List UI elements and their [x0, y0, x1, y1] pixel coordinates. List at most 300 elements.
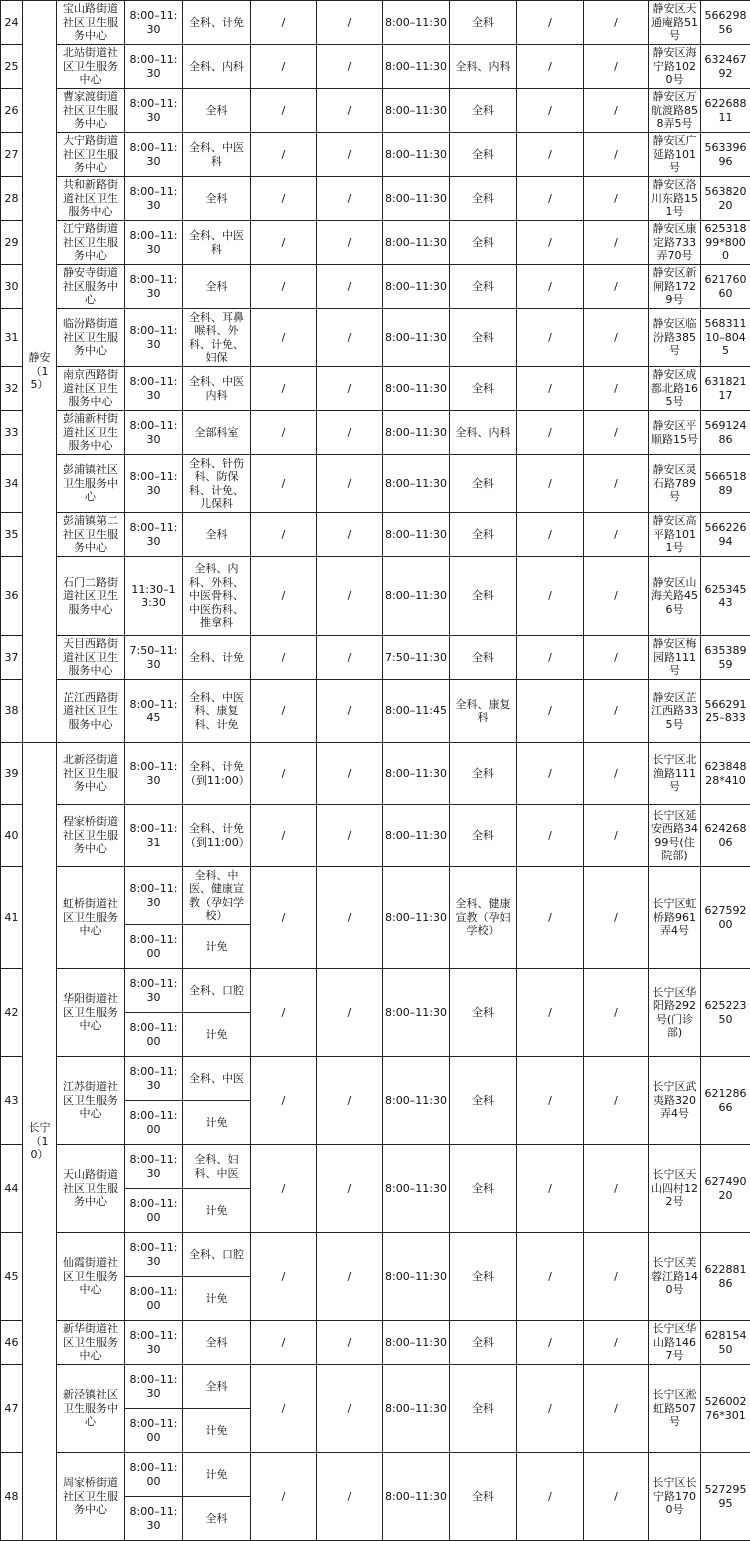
slash-cell: /	[517, 133, 584, 177]
row-number: 30	[1, 265, 23, 309]
slash-cell: /	[517, 636, 584, 680]
phone-cell: 62288186	[701, 1233, 750, 1321]
slash-cell: /	[317, 133, 383, 177]
phone-cell: 62522350	[701, 969, 750, 1057]
district-cell: 长宁（10）	[23, 743, 57, 1541]
am-department: 全科、计免（到11:00）	[183, 805, 251, 867]
slash-cell: /	[517, 367, 584, 411]
am-time: 8:00–11:30	[125, 1057, 183, 1101]
slash-cell: /	[251, 680, 317, 743]
table-body	[1, 1, 750, 1541]
am-department: 全科、内科	[183, 45, 251, 89]
pm-time: 8:00–11:45	[383, 680, 450, 743]
address-cell: 静安区芷江西路335号	[649, 680, 701, 743]
table-row	[1, 1145, 750, 1189]
pm-time: 8:00–11:30	[383, 969, 450, 1057]
slash-cell: /	[584, 89, 649, 133]
address-cell: 静安区康定路733弄70号	[649, 221, 701, 265]
center-name: 彭浦镇社区卫生服务中心	[57, 455, 125, 513]
center-name: 江宁路街道社区卫生服务中心	[57, 221, 125, 265]
table-row	[1, 309, 750, 367]
slash-cell: /	[251, 221, 317, 265]
address-cell: 静安区万航渡路858弄5号	[649, 89, 701, 133]
am-time: 8:00–11:30	[125, 1321, 183, 1365]
table-row	[1, 1, 750, 45]
pm-department: 全科、康复科	[450, 680, 517, 743]
am-time: 8:00–11:30	[125, 367, 183, 411]
am-time: 8:00–11:00	[125, 1101, 183, 1145]
slash-cell: /	[317, 309, 383, 367]
row-number: 29	[1, 221, 23, 265]
table-row	[1, 557, 750, 636]
phone-cell: 62128666	[701, 1057, 750, 1145]
am-department: 全科、中医、健康宣教（孕妇学校）	[183, 867, 251, 925]
pm-department: 全科	[450, 221, 517, 265]
slash-cell: /	[517, 1233, 584, 1321]
center-name: 江苏街道社区卫生服务中心	[57, 1057, 125, 1145]
pm-department: 全科	[450, 89, 517, 133]
pm-time: 8:00–11:30	[383, 1145, 450, 1233]
slash-cell: /	[584, 743, 649, 805]
slash-cell: /	[517, 89, 584, 133]
slash-cell: /	[517, 1321, 584, 1365]
slash-cell: /	[317, 455, 383, 513]
phone-cell: 56622694	[701, 513, 750, 557]
am-department: 全科、中医科	[183, 221, 251, 265]
row-number: 25	[1, 45, 23, 89]
phone-cell: 63538959	[701, 636, 750, 680]
address-cell: 长宁区北渔路111号	[649, 743, 701, 805]
slash-cell: /	[317, 1233, 383, 1321]
slash-cell: /	[317, 1, 383, 45]
center-name: 曹家渡街道社区卫生服务中心	[57, 89, 125, 133]
center-name: 新华街道社区卫生服务中心	[57, 1321, 125, 1365]
phone-cell: 56629856	[701, 1, 750, 45]
slash-cell: /	[251, 867, 317, 969]
am-department: 全科、口腔	[183, 1233, 251, 1277]
slash-cell: /	[584, 1321, 649, 1365]
center-name: 彭浦镇第二社区卫生服务中心	[57, 513, 125, 557]
slash-cell: /	[317, 1145, 383, 1233]
am-department: 全科	[183, 1365, 251, 1409]
slash-cell: /	[251, 636, 317, 680]
am-department: 全科、计免（到11:00）	[183, 743, 251, 805]
slash-cell: /	[251, 89, 317, 133]
table-row	[1, 513, 750, 557]
am-time: 8:00–11:30	[125, 969, 183, 1013]
address-cell: 长宁区华阳路292号(门诊部)	[649, 969, 701, 1057]
am-time: 8:00–11:30	[125, 89, 183, 133]
center-name: 静安寺街道社区服务中心	[57, 265, 125, 309]
slash-cell: /	[517, 455, 584, 513]
slash-cell: /	[584, 177, 649, 221]
am-time: 8:00–11:30	[125, 1145, 183, 1189]
slash-cell: /	[584, 1233, 649, 1321]
center-name: 宝山路街道社区卫生服务中心	[57, 1, 125, 45]
pm-department: 全科	[450, 1365, 517, 1453]
pm-time: 8:00–11:30	[383, 557, 450, 636]
row-number: 46	[1, 1321, 23, 1365]
pm-time: 8:00–11:30	[383, 1321, 450, 1365]
slash-cell: /	[517, 221, 584, 265]
table-row	[1, 680, 750, 743]
am-department: 计免	[183, 1277, 251, 1321]
slash-cell: /	[251, 1365, 317, 1453]
am-department: 全科、妇科、中医	[183, 1145, 251, 1189]
center-name: 周家桥街道社区卫生服务中心	[57, 1453, 125, 1541]
slash-cell: /	[317, 1321, 383, 1365]
pm-department: 全科	[450, 455, 517, 513]
slash-cell: /	[517, 867, 584, 969]
row-number: 37	[1, 636, 23, 680]
address-cell: 长宁区淞虹路507号	[649, 1365, 701, 1453]
slash-cell: /	[317, 636, 383, 680]
table-row	[1, 367, 750, 411]
center-name: 北站街道社区卫生服务中心	[57, 45, 125, 89]
slash-cell: /	[584, 636, 649, 680]
slash-cell: /	[317, 221, 383, 265]
row-number: 45	[1, 1233, 23, 1321]
slash-cell: /	[517, 1453, 584, 1541]
center-name: 大宁路街道社区卫生服务中心	[57, 133, 125, 177]
slash-cell: /	[317, 969, 383, 1057]
phone-cell: 56912486	[701, 411, 750, 455]
slash-cell: /	[517, 805, 584, 867]
am-time: 8:00–11:30	[125, 1497, 183, 1541]
am-department: 全科、针伤科、防保科、计免、儿保科	[183, 455, 251, 513]
slash-cell: /	[317, 177, 383, 221]
slash-cell: /	[517, 45, 584, 89]
phone-cell: 62426806	[701, 805, 750, 867]
pm-department: 全科、内科	[450, 411, 517, 455]
phone-cell: 56651889	[701, 455, 750, 513]
slash-cell: /	[251, 367, 317, 411]
district-cell: 静安（15）	[23, 1, 57, 743]
row-number: 42	[1, 969, 23, 1057]
slash-cell: /	[251, 513, 317, 557]
slash-cell: /	[251, 1057, 317, 1145]
slash-cell: /	[251, 743, 317, 805]
slash-cell: /	[317, 367, 383, 411]
pm-time: 8:00–11:30	[383, 265, 450, 309]
am-department: 全科、计免	[183, 636, 251, 680]
slash-cell: /	[251, 1145, 317, 1233]
phone-cell: 62531899*8000	[701, 221, 750, 265]
pm-time: 8:00–11:30	[383, 309, 450, 367]
center-name: 仙霞街道社区卫生服务中心	[57, 1233, 125, 1321]
am-time: 8:00–11:45	[125, 680, 183, 743]
am-department: 全科、中医科、康复科、计免	[183, 680, 251, 743]
slash-cell: /	[251, 557, 317, 636]
center-name: 共和新路街道社区卫生服务中心	[57, 177, 125, 221]
row-number: 27	[1, 133, 23, 177]
row-number: 36	[1, 557, 23, 636]
slash-cell: /	[317, 1453, 383, 1541]
am-time: 8:00–11:30	[125, 411, 183, 455]
slash-cell: /	[251, 969, 317, 1057]
table-row	[1, 743, 750, 805]
pm-department: 全科	[450, 1453, 517, 1541]
table-row	[1, 1453, 750, 1497]
address-cell: 静安区山海关路456号	[649, 557, 701, 636]
address-cell: 静安区平顺路15号	[649, 411, 701, 455]
address-cell: 静安区洛川东路151号	[649, 177, 701, 221]
slash-cell: /	[517, 1057, 584, 1145]
am-time: 8:00–11:00	[125, 1453, 183, 1497]
am-time: 8:00–11:00	[125, 1409, 183, 1453]
am-time: 8:00–11:30	[125, 867, 183, 925]
am-time: 8:00–11:30	[125, 133, 183, 177]
pm-time: 8:00–11:30	[383, 1057, 450, 1145]
slash-cell: /	[517, 309, 584, 367]
phone-cell: 62384828*410	[701, 743, 750, 805]
am-time: 8:00–11:31	[125, 805, 183, 867]
slash-cell: /	[317, 680, 383, 743]
phone-cell: 52600276*301	[701, 1365, 750, 1453]
slash-cell: /	[584, 309, 649, 367]
table-row	[1, 969, 750, 1013]
table-row	[1, 265, 750, 309]
slash-cell: /	[251, 45, 317, 89]
slash-cell: /	[584, 1145, 649, 1233]
pm-department: 全科	[450, 743, 517, 805]
slash-cell: /	[251, 411, 317, 455]
pm-time: 8:00–11:30	[383, 805, 450, 867]
am-department: 计免	[183, 1189, 251, 1233]
am-department: 全科、计免	[183, 1, 251, 45]
slash-cell: /	[517, 557, 584, 636]
slash-cell: /	[584, 265, 649, 309]
pm-time: 8:00–11:30	[383, 133, 450, 177]
phone-cell: 63182117	[701, 367, 750, 411]
slash-cell: /	[517, 969, 584, 1057]
pm-department: 全科	[450, 309, 517, 367]
row-number: 47	[1, 1365, 23, 1453]
phone-cell: 56831110–8045	[701, 309, 750, 367]
pm-time: 8:00–11:30	[383, 177, 450, 221]
slash-cell: /	[517, 1145, 584, 1233]
slash-cell: /	[584, 680, 649, 743]
address-cell: 长宁区长宁路1700号	[649, 1453, 701, 1541]
phone-cell: 56629125–833	[701, 680, 750, 743]
slash-cell: /	[584, 411, 649, 455]
slash-cell: /	[317, 1365, 383, 1453]
phone-cell: 62268811	[701, 89, 750, 133]
am-department: 全科、中医	[183, 1057, 251, 1101]
slash-cell: /	[517, 177, 584, 221]
table-row	[1, 1321, 750, 1365]
address-cell: 静安区广延路101号	[649, 133, 701, 177]
pm-department: 全科	[450, 969, 517, 1057]
center-name: 芷江西路街道社区卫生服务中心	[57, 680, 125, 743]
slash-cell: /	[584, 805, 649, 867]
pm-department: 全科	[450, 133, 517, 177]
am-time: 8:00–11:00	[125, 1277, 183, 1321]
slash-cell: /	[251, 805, 317, 867]
slash-cell: /	[317, 89, 383, 133]
row-number: 43	[1, 1057, 23, 1145]
phone-cell: 62815450	[701, 1321, 750, 1365]
address-cell: 长宁区虹桥路961弄4号	[649, 867, 701, 969]
center-name: 程家桥街道社区卫生服务中心	[57, 805, 125, 867]
address-cell: 长宁区天山四村122号	[649, 1145, 701, 1233]
slash-cell: /	[317, 265, 383, 309]
address-cell: 长宁区华山路1467号	[649, 1321, 701, 1365]
pm-department: 全科	[450, 557, 517, 636]
center-name: 北新泾街道社区卫生服务中心	[57, 743, 125, 805]
am-time: 8:00–11:30	[125, 45, 183, 89]
center-name: 天目西路街道社区卫生服务中心	[57, 636, 125, 680]
pm-time: 8:00–11:30	[383, 1233, 450, 1321]
am-time: 7:50–11:30	[125, 636, 183, 680]
table-row	[1, 1233, 750, 1277]
slash-cell: /	[517, 1365, 584, 1453]
row-number: 28	[1, 177, 23, 221]
table-row	[1, 636, 750, 680]
phone-cell: 56339696	[701, 133, 750, 177]
slash-cell: /	[584, 1453, 649, 1541]
address-cell: 长宁区武夷路320弄4号	[649, 1057, 701, 1145]
am-department: 计免	[183, 1013, 251, 1057]
slash-cell: /	[584, 455, 649, 513]
phone-cell: 62176060	[701, 265, 750, 309]
pm-department: 全科、健康宣教（孕妇学校）	[450, 867, 517, 969]
address-cell: 静安区高平路1011号	[649, 513, 701, 557]
center-name: 临汾路街道社区卫生服务中心	[57, 309, 125, 367]
slash-cell: /	[251, 265, 317, 309]
table-row	[1, 455, 750, 513]
slash-cell: /	[584, 1057, 649, 1145]
table-row	[1, 133, 750, 177]
slash-cell: /	[517, 1, 584, 45]
pm-department: 全科	[450, 513, 517, 557]
row-number: 32	[1, 367, 23, 411]
slash-cell: /	[317, 1057, 383, 1145]
slash-cell: /	[584, 557, 649, 636]
address-cell: 静安区天通庵路51号	[649, 1, 701, 45]
slash-cell: /	[251, 455, 317, 513]
am-time: 8:00–11:30	[125, 743, 183, 805]
slash-cell: /	[251, 309, 317, 367]
am-time: 8:00–11:30	[125, 1233, 183, 1277]
center-name: 天山路街道社区卫生服务中心	[57, 1145, 125, 1233]
pm-time: 8:00–11:30	[383, 411, 450, 455]
center-name: 华阳街道社区卫生服务中心	[57, 969, 125, 1057]
row-number: 31	[1, 309, 23, 367]
pm-department: 全科	[450, 1057, 517, 1145]
am-department: 计免	[183, 1453, 251, 1497]
phone-cell: 62749020	[701, 1145, 750, 1233]
pm-time: 8:00–11:30	[383, 1453, 450, 1541]
pm-time: 8:00–11:30	[383, 45, 450, 89]
center-name: 虹桥街道社区卫生服务中心	[57, 867, 125, 969]
pm-department: 全科	[450, 265, 517, 309]
table-row	[1, 805, 750, 867]
address-cell: 静安区成都北路165号	[649, 367, 701, 411]
am-time: 8:00–11:30	[125, 455, 183, 513]
address-cell: 静安区梅园路111号	[649, 636, 701, 680]
slash-cell: /	[317, 805, 383, 867]
am-time: 8:00–11:00	[125, 925, 183, 969]
slash-cell: /	[251, 133, 317, 177]
table-row	[1, 1365, 750, 1409]
table-row	[1, 411, 750, 455]
address-cell: 长宁区延安西路3499号(住院部)	[649, 805, 701, 867]
row-number: 26	[1, 89, 23, 133]
am-department: 全科	[183, 1321, 251, 1365]
am-department: 全科、中医科	[183, 133, 251, 177]
pm-department: 全科	[450, 1321, 517, 1365]
slash-cell: /	[584, 867, 649, 969]
slash-cell: /	[251, 1453, 317, 1541]
am-time: 8:00–11:30	[125, 513, 183, 557]
table-row	[1, 221, 750, 265]
slash-cell: /	[584, 1, 649, 45]
slash-cell: /	[517, 680, 584, 743]
pm-time: 8:00–11:30	[383, 367, 450, 411]
address-cell: 静安区灵石路789号	[649, 455, 701, 513]
slash-cell: /	[584, 45, 649, 89]
address-cell: 静安区新闸路1729号	[649, 265, 701, 309]
pm-department: 全科	[450, 1233, 517, 1321]
slash-cell: /	[517, 743, 584, 805]
am-department: 计免	[183, 1409, 251, 1453]
am-department: 全科	[183, 1497, 251, 1541]
center-name: 石门二路街道社区卫生服务中心	[57, 557, 125, 636]
pm-department: 全科	[450, 367, 517, 411]
am-time: 8:00–11:30	[125, 221, 183, 265]
pm-time: 8:00–11:30	[383, 89, 450, 133]
am-department: 全部科室	[183, 411, 251, 455]
slash-cell: /	[584, 221, 649, 265]
pm-department: 全科	[450, 1145, 517, 1233]
slash-cell: /	[317, 411, 383, 455]
am-time: 8:00–11:30	[125, 1, 183, 45]
table-row	[1, 45, 750, 89]
pm-time: 8:00–11:30	[383, 1365, 450, 1453]
address-cell: 长宁区芙蓉江路140号	[649, 1233, 701, 1321]
row-number: 44	[1, 1145, 23, 1233]
am-department: 全科、中医内科	[183, 367, 251, 411]
table-row	[1, 1057, 750, 1101]
pm-time: 8:00–11:30	[383, 221, 450, 265]
am-department: 计免	[183, 1101, 251, 1145]
pm-time: 7:50–11:30	[383, 636, 450, 680]
row-number: 40	[1, 805, 23, 867]
row-number: 35	[1, 513, 23, 557]
address-cell: 静安区临汾路385号	[649, 309, 701, 367]
slash-cell: /	[251, 1321, 317, 1365]
am-time: 8:00–11:30	[125, 1365, 183, 1409]
slash-cell: /	[317, 557, 383, 636]
slash-cell: /	[317, 45, 383, 89]
center-name: 新泾镇社区卫生服务中心	[57, 1365, 125, 1453]
am-time: 8:00–11:30	[125, 177, 183, 221]
address-cell: 静安区海宁路1020号	[649, 45, 701, 89]
center-name: 彭浦新村街道社区卫生服务中心	[57, 411, 125, 455]
am-department: 计免	[183, 925, 251, 969]
pm-department: 全科	[450, 177, 517, 221]
am-time: 11:30–13:30	[125, 557, 183, 636]
pm-time: 8:00–11:30	[383, 455, 450, 513]
pm-time: 8:00–11:30	[383, 513, 450, 557]
slash-cell: /	[584, 133, 649, 177]
row-number: 41	[1, 867, 23, 969]
am-department: 全科、内科、外科、中医骨科、中医伤科、推拿科	[183, 557, 251, 636]
phone-cell: 62759200	[701, 867, 750, 969]
slash-cell: /	[517, 411, 584, 455]
slash-cell: /	[251, 1, 317, 45]
